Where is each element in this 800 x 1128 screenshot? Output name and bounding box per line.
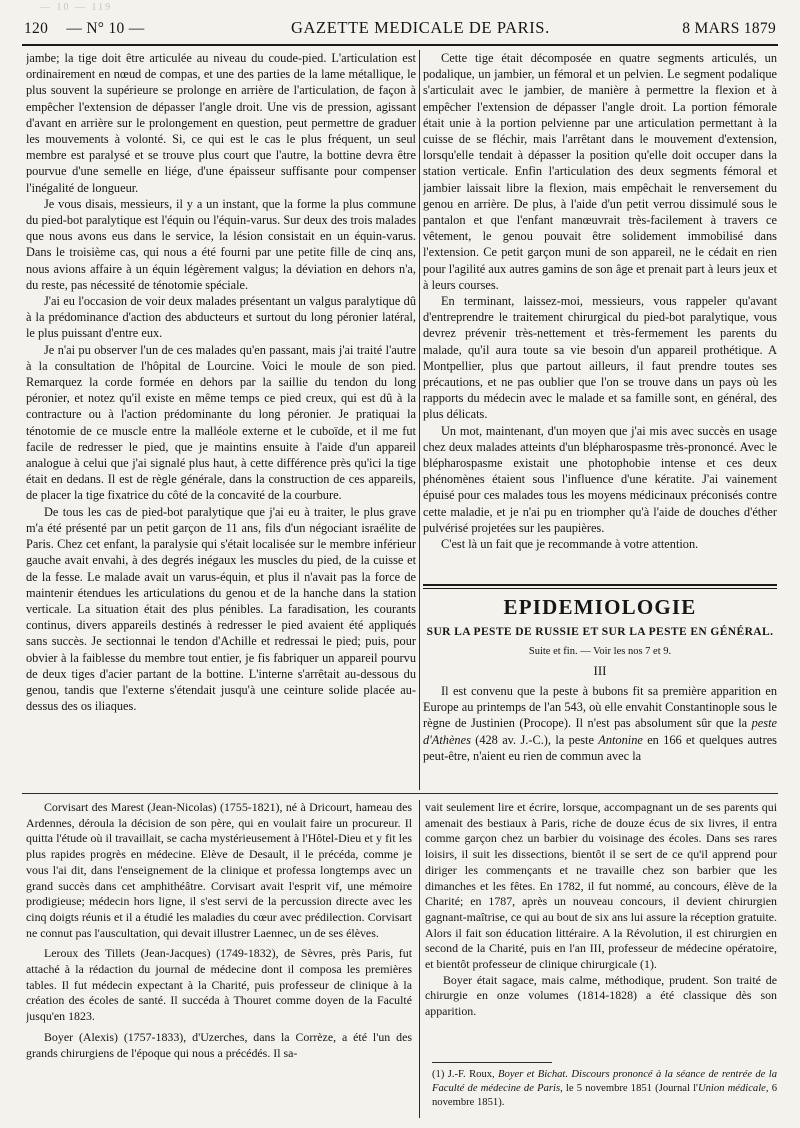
issue-number: — N° 10 —: [66, 20, 145, 37]
paragraph: J'ai eu l'occasion de voir deux malades présentant un valgus paralytique dû à la prédominance d'action des abducteurs et surtout du long péronier latéral, le plus puissant d'entre eux.: [26, 294, 416, 341]
footnote: [432, 1068, 777, 1120]
italic-term: Antonine: [598, 732, 643, 747]
feuilleton-right-column: [425, 800, 777, 1058]
text-run: Il est convenu que la peste à bubons fit sa première apparition en Europe au printemps de l'an 543, où elle envahit Constantinople sous le règne de Justinien (Procope). Il n'est pas absolument sûr que la: [423, 684, 777, 731]
column-divider: [419, 50, 420, 790]
column-divider: [419, 800, 420, 1118]
paragraph: Je n'ai pu observer l'un de ces malades qu'en passant, mais j'ai traité l'autre à la consultation de l'hôpital de Lourcine. Voici le moule de son pied. Remarquez la corde formée en dehors par la saillie du tendon du long péronier, et notez qu'il existe en même temps ce pied creux, qui est dû à la contracture ou à l'action prédominante du long péronier. Je pratiquai la ténotomie de ce muscle entre la malléole externe et le cuboïde, et il me fut facile de redresser le pied, que je maintins ensuite à l'aide d'un appareil analogue à celui que j'ai signalé plus haut, à cette différence près qu'ici la tige était en dedans. Il est de règle générale, dans la construction de ces appareils, de placer la tige fixatrice du côté de la concavité de la courbure.: [26, 342, 416, 503]
left-column: [26, 50, 416, 784]
section-body: [423, 683, 777, 764]
section-subtitle: SUR LA PESTE DE RUSSIE ET SUR LA PESTE EN GÉNÉRAL.: [426, 626, 774, 638]
footnote-text: , le 5 novembre 1851 (Journal l': [560, 1083, 698, 1094]
epidemiology-section: [423, 584, 777, 788]
paragraph: Corvisart des Marest (Jean-Nicolas) (1755-1821), né à Dricourt, hameau des Ardennes, déroula la décision de son père, qui en voulait faire un procureur. Il quitta l'étude où il travaillait, se cacha mystérieusement à l'Hôtel-Dieu et y fit les plus rapides progrès en médecine. Elève de Desault, il le précéda, comme je vous l'ai dit, dans l'enseignement de la clinique et professa longtemps avec un grand succès dans cet amphithéâtre. Corvisart avait l'esprit vif, une mémoire prodigieuse; médecin hors ligne, il s'est servi de la percussion directe avec les cinq doigts réunis et il a étudié les maladies du cœur avec prédilection. Corvisart ne connut pas l'auscultation, qui devait illustrer Laennec, un de ses élèves.: [26, 800, 412, 940]
page-header: [24, 18, 776, 42]
feuilleton-left-column: [26, 800, 412, 1118]
text-run: (428 av. J.-C.), la peste: [470, 732, 599, 747]
footnote-text: (1) J.-F. Roux,: [432, 1069, 499, 1080]
header-rule: [22, 44, 778, 46]
paragraph: Boyer était sagace, mais calme, méthodique, prudent. Son traité de chirurgie en onze volumes (1814-1828) a été classique dès son apparition.: [425, 972, 777, 1019]
journal-title: GAZETTE MEDICALE DE PARIS.: [291, 18, 550, 37]
section-rule: [423, 584, 777, 586]
right-column: [423, 50, 777, 578]
bleed-through-text: — 10 — 119: [40, 2, 113, 13]
issue-date: 8 MARS 1879: [682, 20, 776, 37]
footnote-italic: Boyer et Bichat. Discours prononcé à la séance de rentrée de la Faculté de médecine de Paris: [432, 1069, 777, 1094]
paragraph: Un mot, maintenant, d'un moyen que j'ai mis avec succès en usage chez deux malades atteints d'un blépharospasme très-prononcé. Avec le blépharospasme existait une photophobie intense et ces deux phénomènes étaient sous l'influence d'une kératite. J'ai vainement épuisé pour ces malades tous les moyens médicinaux préconisés contre cette maladie, et je n'ai pu en triompher qu'à l'aide de douches d'éther pulvérisé projetées sur les paupières.: [423, 423, 777, 535]
header-left: [24, 20, 159, 38]
text-run: en 166 et quelques autres peut-être, n'aient eu rien de commun avec la: [423, 732, 777, 763]
page-number: 120: [24, 20, 49, 37]
italic-term: peste d'Athènes: [423, 716, 777, 747]
footnote-text: , 6 novembre 1851).: [432, 1083, 777, 1108]
paragraph: C'est là un fait que je recommande à votre attention.: [441, 537, 699, 552]
paragraph: En terminant, laissez-moi, messieurs, vous rappeler qu'avant d'entreprendre le traitement chirurgical du pied-bot paralytique, vous devrez prévenir très-nettement et très-fermement les parents du malade, qu'il aura toute sa vie besoin d'un appareil prothétique. A Montpellier, plus que partout ailleurs, il faut prendre toutes ses précautions, et ne pas oublier que l'on se trouve dans un pays où les rapports du médecin avec le malade et sa famille sont, en général, des plus délicats.: [423, 294, 777, 422]
paragraph: [423, 683, 777, 764]
section-part-number: III: [593, 663, 607, 678]
paragraph: jambe; la tige doit être articulée au niveau du coude-pied. L'articulation est ordinairement en nœud de compas, et une des parties de la lame métallique, le plus souvent la supérieure se prolonge en arrière de l'articulation, de façon à empêcher l'extension de dépasser l'angle droit. Une vis de pression, agissant d'avant en arrière sur le prolongement en question, peut permettre de graduer les mouvements à volonté. Si, ce qui est le cas le plus fréquent, un seul membre est paralysé et se trouve plus court que l'autre, la bottine devra être pourvue d'une semelle en liége, d'une épaisseur suffisante pour compenser l'inégalité de longueur.: [26, 51, 416, 195]
section-rule: [423, 588, 777, 589]
paragraph: Boyer (Alexis) (1757-1833), d'Uzerches, dans la Corrèze, a été l'un des grands chirurgiens de l'époque qui nous a précédés. Il sa-: [26, 1029, 412, 1060]
paragraph: De tous les cas de pied-bot paralytique que j'ai eu à traiter, le plus grave m'a été présenté par un petit garçon de 11 ans, fils d'un négociant israélite de Paris. Chez cet enfant, la paralysie qui s'était localisée sur le membre inférieur gauche avait envahi, à des degrés inégaux les muscles du pied, de la cuisse et de la fesse. Le malade avait un varus-équin, et plus il n'avait pas la force de maintenir étendues les articulations du genou et de la hanche dans la station verticale. La situation était des plus pénibles. La faradisation, les courants continus, divers appareils destinés à redresser le pied avaient été appliqués sans succès. Je sectionnai le tendon d'Achille et redressai le pied; puis, pour obvier à la faiblesse du membre tout entier, je fis fabriquer un appareil pourvu de deux tiges d'acier partant de la bottine. L'interne s'arrêtait au-dessous du genou, tandis que l'externe s'étendait jusqu'à une ceinture solide placée au-dessus des os iliaques.: [26, 504, 416, 714]
section-continuation-note: Suite et fin. — Voir les nos 7 et 9.: [528, 646, 672, 657]
section-title: EPIDEMIOLOGIE: [503, 595, 697, 619]
footnote-rule: [432, 1062, 552, 1063]
paragraph: vait seulement lire et écrire, lorsque, accompagnant un de ses parents qui amenait des bestiaux à Paris, riche de douze écus de six livres, il entra comme garçon chez un barbier du voisinage des écoles. Dans ses rares loisirs, il suit les dissections, bientôt il se sert de ce qu'il apprend pour diriger les commençants et ne travaille chez son barbier que les dimanches et les fêtes. En 1782, il fut nommé, au concours, élève de la Charité; en 1787, après un nouveau concours, il devient chirurgien gagnant-maîtrise, ce qui au bout de six ans lui assure la réception gratuite. Alors il fait son éducation littéraire. A la Révolution, il est chirurgien en second de la Charité, puis en l'an III, professeur de médecine opératoire, et bientôt professeur de clinique chirurgicale (1).: [425, 800, 777, 972]
paragraph: Je vous disais, messieurs, il y a un instant, que la forme la plus commune du pied-bot paralytique est l'équin ou l'équin-varus. Sur deux des trois malades que nous avons eus dans le service, la lésion consistait en un équin-varus. Dans le troisième cas, qui nous a été fourni par une petite fille de cinq ans, nous avions affaire à un équin légèrement valgus; la déviation en dehors n'a, du reste, pas nécessité de ténotomie spéciale.: [26, 196, 416, 292]
feuilleton-rule: [22, 793, 778, 794]
footnote-italic: Union médicale: [697, 1083, 766, 1094]
paragraph: Leroux des Tillets (Jean-Jacques) (1749-1832), de Sèvres, près Paris, fut attaché à la rédaction du journal de médecine dont il composa les premières tables. Il fut médecin expectant à la Charité, puis professeur de clinique à la création des écoles de santé. Il succéda à Thouret comme doyen de la Faculté jusqu'en 1823.: [26, 946, 412, 1024]
paragraph: Cette tige était décomposée en quatre segments articulés, un podalique, un jambier, un fémoral et un pelvien. Le segment podalique s'articulait avec le jambier, de manière à permettre la flexion et à empêcher l'extension de dépasser l'angle droit. La portion fémorale était unie à la portion pelvienne par une articulation permettant à la cuisse de se fléchir, mais l'arrêtant dans le mouvement d'extension, lorsqu'elle tendait à dépasser la position qu'elle doit occuper dans la station verticale. Enfin l'articulation des deux segments fémoral et jambier laissait libre la flexion, mais empêchait le renversement du genou en arrière. De plus, à l'aide d'un petit verrou dissimulé sous le pantalon et que l'enfant manœuvrait très-facilement à travers ce vêtement, le genou pouvait être solidement immobilisé dans l'extension. Ce petit garçon muni de son appareil, ne le cédait en rien pour l'agilité aux autres gamins de son âge et prenait part à leurs jeux et à leurs courses.: [423, 51, 777, 292]
